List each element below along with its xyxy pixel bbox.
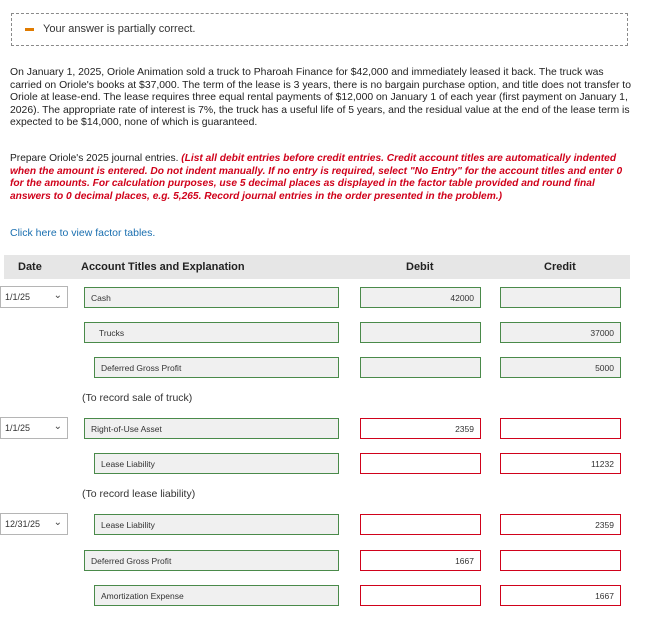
credit-input[interactable]: 11232 (500, 453, 621, 474)
status-text: Your answer is partially correct. (43, 23, 196, 35)
debit-input[interactable]: 42000 (360, 287, 481, 308)
header-date: Date (18, 261, 42, 273)
entry-note: (To record sale of truck) (82, 392, 193, 404)
date-value: 1/1/25 (5, 423, 31, 433)
credit-input[interactable] (500, 550, 621, 571)
debit-input[interactable]: 2359 (360, 418, 481, 439)
chevron-down-icon: ⌄ (53, 290, 62, 301)
debit-input[interactable] (360, 514, 481, 535)
credit-input[interactable]: 2359 (500, 514, 621, 535)
instructions-plain: Prepare Oriole's 2025 journal entries. (10, 153, 182, 164)
table-header (4, 255, 630, 279)
account-field[interactable]: Cash (84, 287, 339, 308)
account-field[interactable]: Lease Liability (94, 453, 339, 474)
header-account: Account Titles and Explanation (81, 261, 245, 273)
account-field[interactable]: Trucks (84, 322, 339, 343)
partial-correct-icon (25, 28, 34, 31)
account-field[interactable]: Lease Liability (94, 514, 339, 535)
header-debit: Debit (406, 261, 434, 273)
debit-input[interactable] (360, 453, 481, 474)
factor-tables-link[interactable]: Click here to view factor tables. (10, 227, 156, 239)
date-select[interactable] (0, 286, 68, 308)
instructions (10, 153, 630, 203)
date-select[interactable] (0, 513, 68, 535)
header-credit: Credit (544, 261, 576, 273)
account-field[interactable]: Deferred Gross Profit (84, 550, 339, 571)
chevron-down-icon: ⌄ (53, 517, 62, 528)
date-value: 1/1/25 (5, 292, 31, 302)
credit-input[interactable]: 5000 (500, 357, 621, 378)
credit-input[interactable] (500, 287, 621, 308)
account-field[interactable]: Right-of-Use Asset (84, 418, 339, 439)
status-banner (11, 13, 628, 46)
problem-statement: On January 1, 2025, Oriole Animation sold a truck to Pharoah Finance for $42,000 and immediately leased it back. The truck was carried on Oriole's books at $37,000. The term of the lease is 3 years, there is no bargain purchase option, and title does not transfer to Oriole at lease-end. The lease requires three equal rental payments of $12,000 on January 1 of each year (first payment on January 1, 2026). The appropriate rate of interest is 7%, the truck has a useful life of 5 years, and the residual value at the end of the lease term is expected to be $14,000, none of which is guaranteed. (10, 67, 631, 129)
date-select[interactable] (0, 417, 68, 439)
credit-input[interactable]: 1667 (500, 585, 621, 606)
debit-input[interactable]: 1667 (360, 550, 481, 571)
debit-input[interactable] (360, 585, 481, 606)
date-value: 12/31/25 (5, 519, 41, 529)
debit-input[interactable] (360, 322, 481, 343)
credit-input[interactable]: 37000 (500, 322, 621, 343)
chevron-down-icon: ⌄ (53, 421, 62, 432)
account-field[interactable]: Amortization Expense (94, 585, 339, 606)
credit-input[interactable] (500, 418, 621, 439)
instructions-red: (List all debit entries before credit entries. Credit account titles are automatically indented when the amount is entered. Do not indent manually. If no entry is required, select "No Entry" for the account titles and enter 0 for the amounts. For calculation purposes, use 5 decimal places as displayed in the factor table provided and round final answers to 0 decimal places, e.g. 5,265. Record journal entries in the order presented in the problem.) (10, 153, 623, 202)
entry-note: (To record lease liability) (82, 488, 196, 500)
account-field[interactable]: Deferred Gross Profit (94, 357, 339, 378)
debit-input[interactable] (360, 357, 481, 378)
